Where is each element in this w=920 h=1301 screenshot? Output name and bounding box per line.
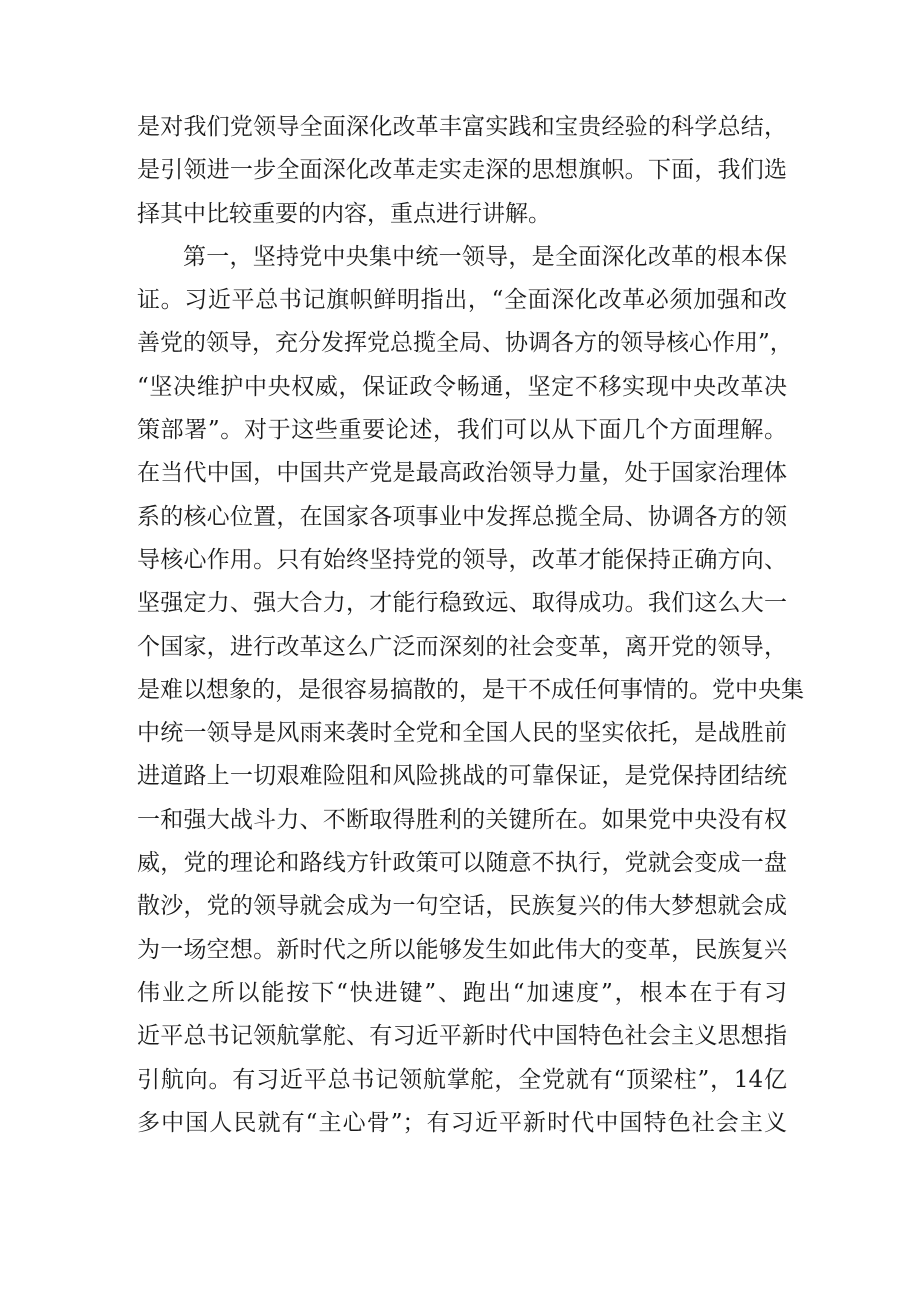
text-line: 个国家，进行改革这么广泛而深刻的社会变革，离开党的领导， — [137, 633, 787, 660]
text-line: 证。习近平总书记旗帜鲜明指出，“全面深化改革必须加强和改 — [137, 287, 787, 314]
text-line: 策部署”。对于这些重要论述，我们可以从下面几个方面理解。 — [137, 417, 787, 444]
body-text — [137, 106, 804, 1145]
text-line: 中统一领导是风雨来袭时全党和全国人民的坚实依托，是战胜前 — [137, 720, 787, 747]
text-line: 伟业之所以能按下“快进键”、跑出“加速度”，根本在于有习 — [137, 979, 787, 1006]
text-line: 是对我们党领导全面深化改革丰富实践和宝贵经验的科学总结， — [137, 114, 787, 140]
text-line: 多中国人民就有“主心骨”；有习近平新时代中国特色社会主义 — [137, 1109, 787, 1136]
text-line: 威，党的理论和路线方针政策可以随意不执行，党就会变成一盘 — [137, 850, 787, 877]
text-line: 坚强定力、强大合力，才能行稳致远、取得成功。我们这么大一 — [137, 590, 787, 617]
text-line: 一和强大战斗力、不断取得胜利的关键所在。如果党中央没有权 — [137, 806, 787, 833]
paragraph-start-line: 第一，坚持党中央集中统一领导，是全面深化改革的根本保 — [183, 243, 787, 270]
text-line: 为一场空想。新时代之所以能够发生如此伟大的变革，民族复兴 — [137, 936, 787, 963]
text-line: 择其中比较重要的内容，重点进行讲解。 — [137, 200, 551, 227]
text-line: “坚决维护中央权威，保证政令畅通，坚定不移实现中央改革决 — [137, 373, 787, 400]
text-line: 是难以想象的，是很容易搞散的，是干不成任何事情的。党中央集 — [137, 676, 804, 703]
text-line: 引航向。有习近平总书记领航掌舵，全党就有“顶梁柱”，14亿 — [137, 1066, 787, 1093]
text-line: 善党的领导，充分发挥党总揽全局、协调各方的领导核心作用”， — [137, 330, 793, 357]
text-line: 散沙，党的领导就会成为一句空话，民族复兴的伟大梦想就会成 — [137, 893, 787, 920]
text-line: 系的核心位置，在国家各项事业中发挥总揽全局、协调各方的领 — [137, 503, 787, 530]
text-line: 近平总书记领航掌舵、有习近平新时代中国特色社会主义思想指 — [137, 1023, 787, 1050]
text-line: 在当代中国，中国共产党是最高政治领导力量，处于国家治理体 — [137, 460, 787, 487]
text-line: 导核心作用。只有始终坚持党的领导，改革才能保持正确方向、 — [137, 546, 787, 573]
text-line: 进道路上一切艰难险阻和风险挑战的可靠保证，是党保持团结统 — [137, 763, 787, 790]
text-line: 是引领进一步全面深化改革走实走深的思想旗帜。下面，我们选 — [137, 157, 787, 184]
